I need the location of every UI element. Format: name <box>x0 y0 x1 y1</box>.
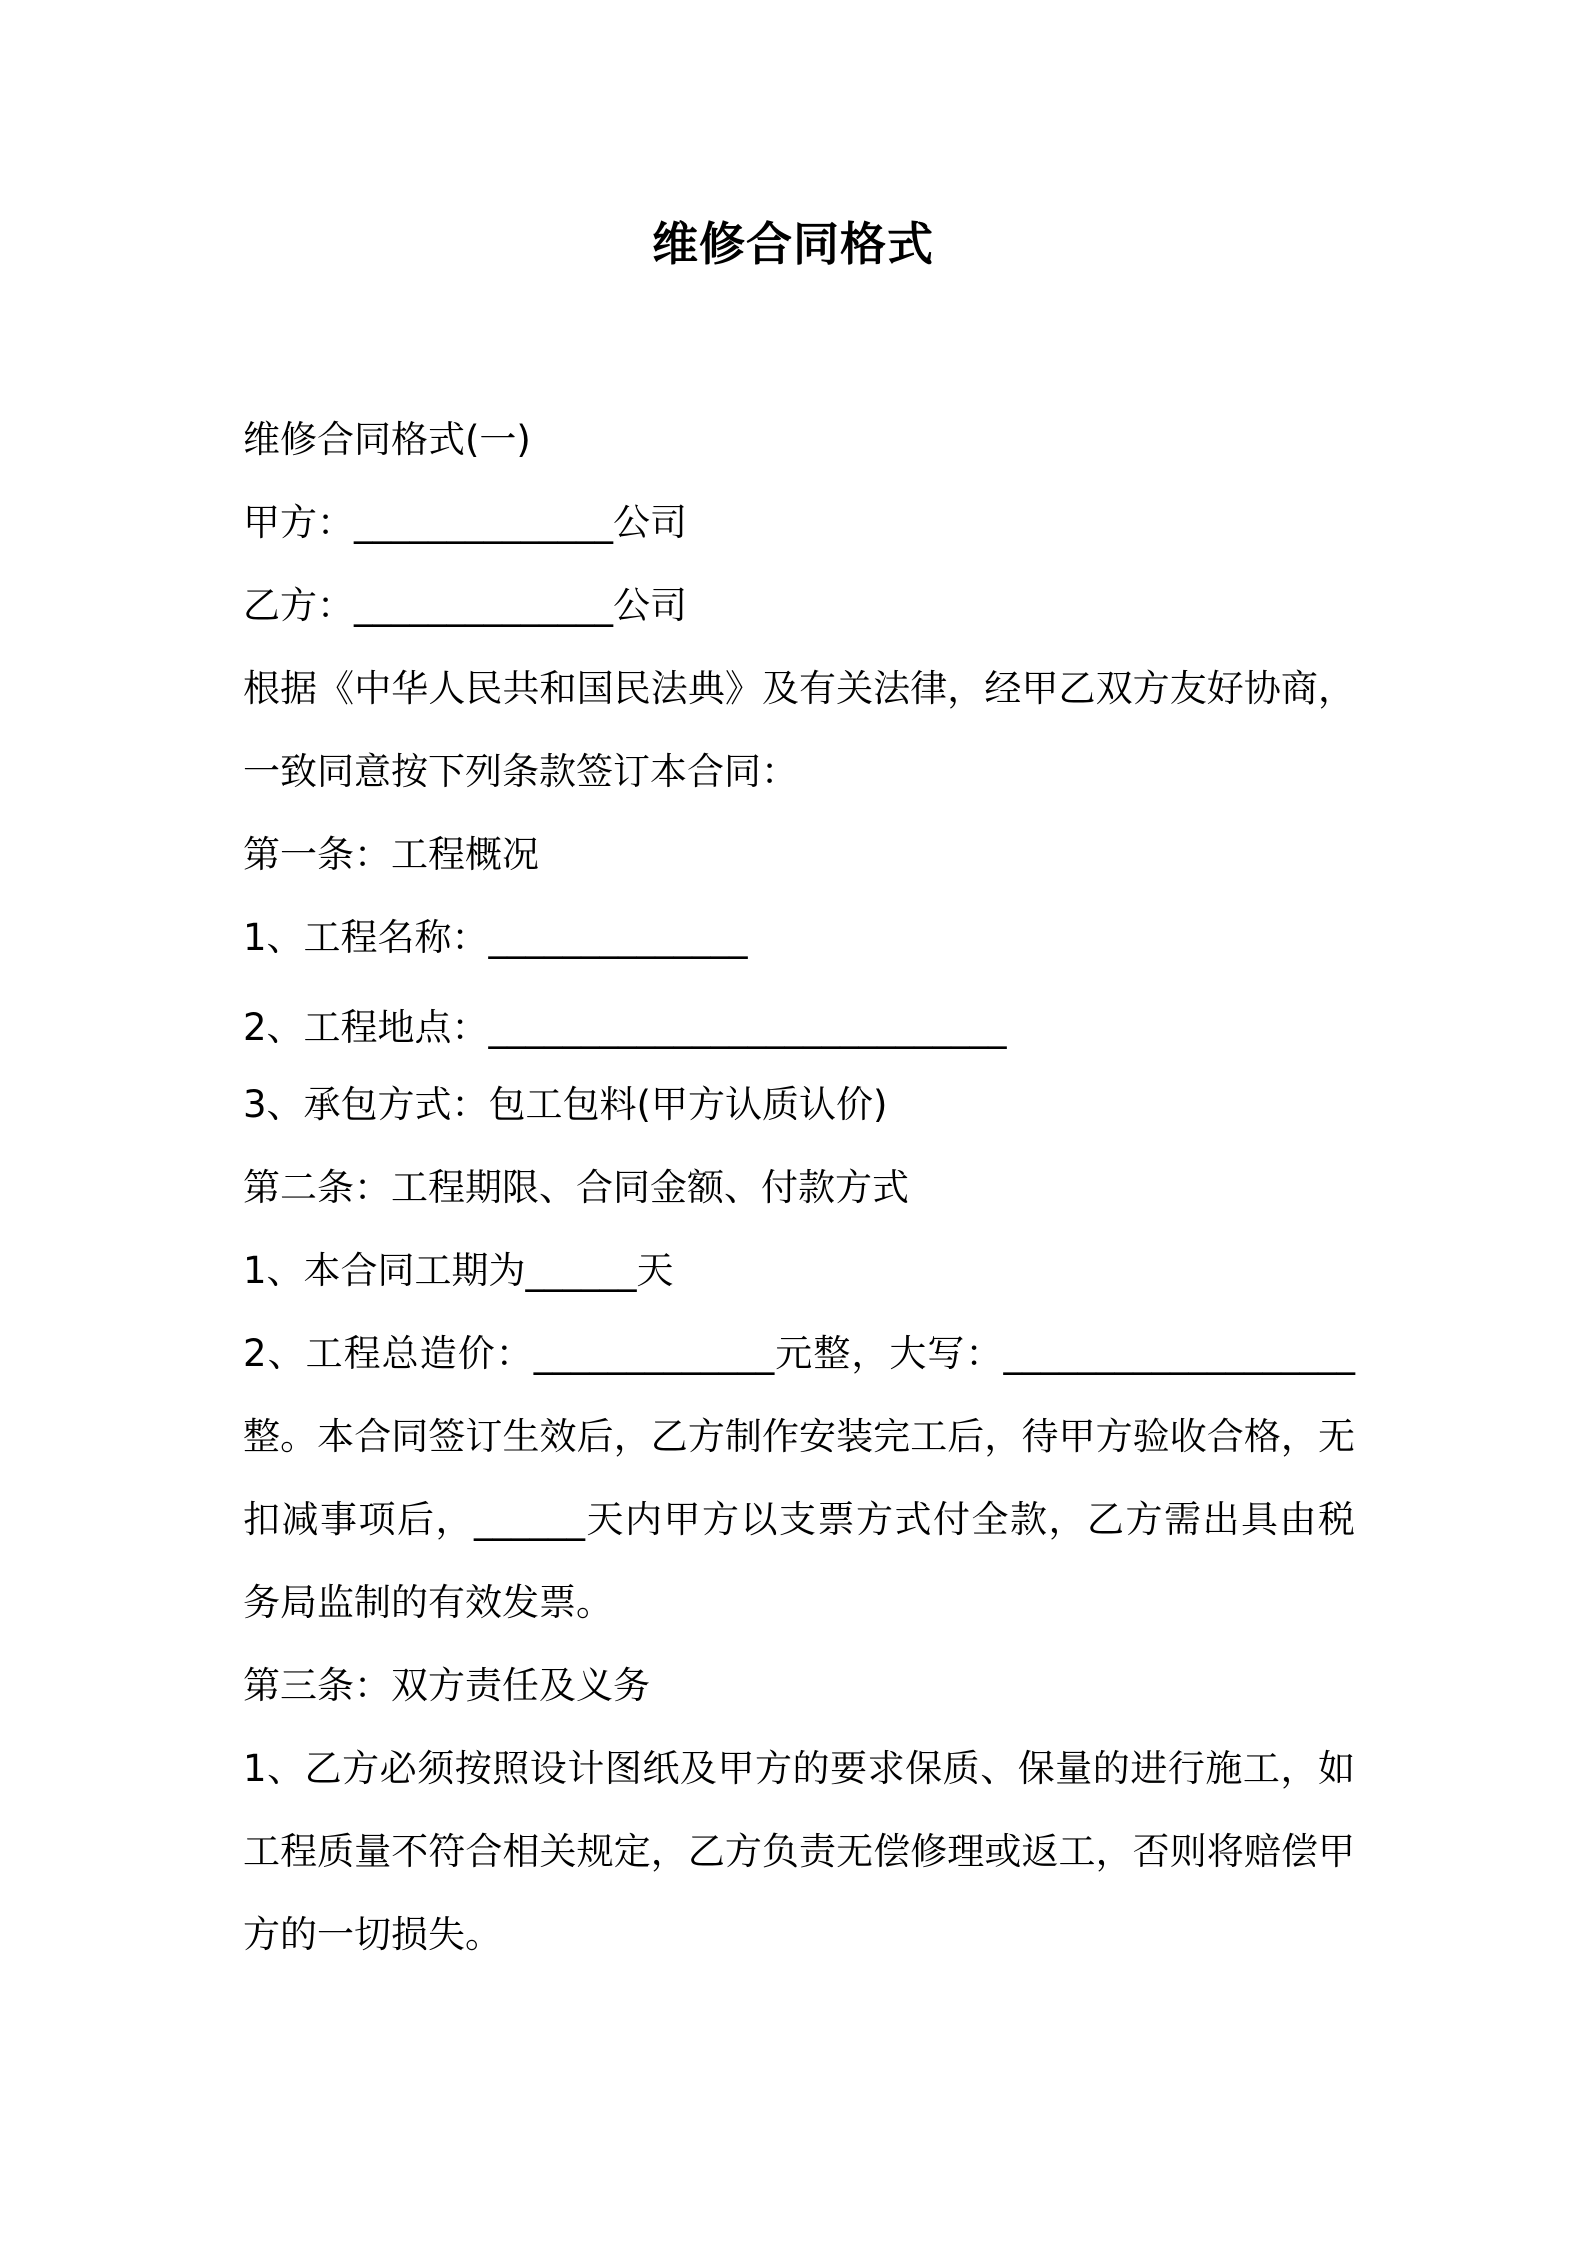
article-3-heading: 第三条：双方责任及义务 <box>243 1664 650 1707</box>
contract-subtitle: 维修合同格式(一) <box>243 418 531 461</box>
duty-line-3: 方的一切损失。 <box>243 1913 502 1956</box>
preamble-line-2: 一致同意按下列条款签订本合同： <box>243 750 798 793</box>
payment-line-1: 整。本合同签订生效后，乙方制作安装完工后，待甲方验收合格，无 <box>243 1415 1355 1458</box>
project-location-line: 2、工程地点：____________________________ <box>243 1006 1007 1049</box>
duty-line-2: 工程质量不符合相关规定，乙方负责无偿修理或返工，否则将赔偿甲 <box>243 1830 1355 1873</box>
duration-line: 1、本合同工期为______天 <box>243 1249 674 1292</box>
document-title: 维修合同格式 <box>652 217 934 271</box>
project-name-line: 1、工程名称：______________ <box>243 916 748 959</box>
article-2-heading: 第二条：工程期限、合同金额、付款方式 <box>243 1166 909 1209</box>
contract-method-line: 3、承包方式：包工包料(甲方认质认价) <box>243 1083 888 1126</box>
duty-line-1: 1、乙方必须按照设计图纸及甲方的要求保质、保量的进行施工，如 <box>243 1747 1355 1790</box>
total-price-line: 2、工程总造价：_____________元整，大写：___________________ <box>243 1332 1355 1375</box>
payment-line-2: 扣减事项后，______天内甲方以支票方式付全款，乙方需出具由税 <box>243 1498 1355 1541</box>
payment-line-3: 务局监制的有效发票。 <box>243 1581 613 1624</box>
preamble-line-1: 根据《中华人民共和国民法典》及有关法律，经甲乙双方友好协商， <box>243 667 1355 710</box>
party-b-line: 乙方：______________公司 <box>243 584 687 627</box>
article-1-heading: 第一条：工程概况 <box>243 833 539 876</box>
party-a-line: 甲方：______________公司 <box>243 501 687 544</box>
